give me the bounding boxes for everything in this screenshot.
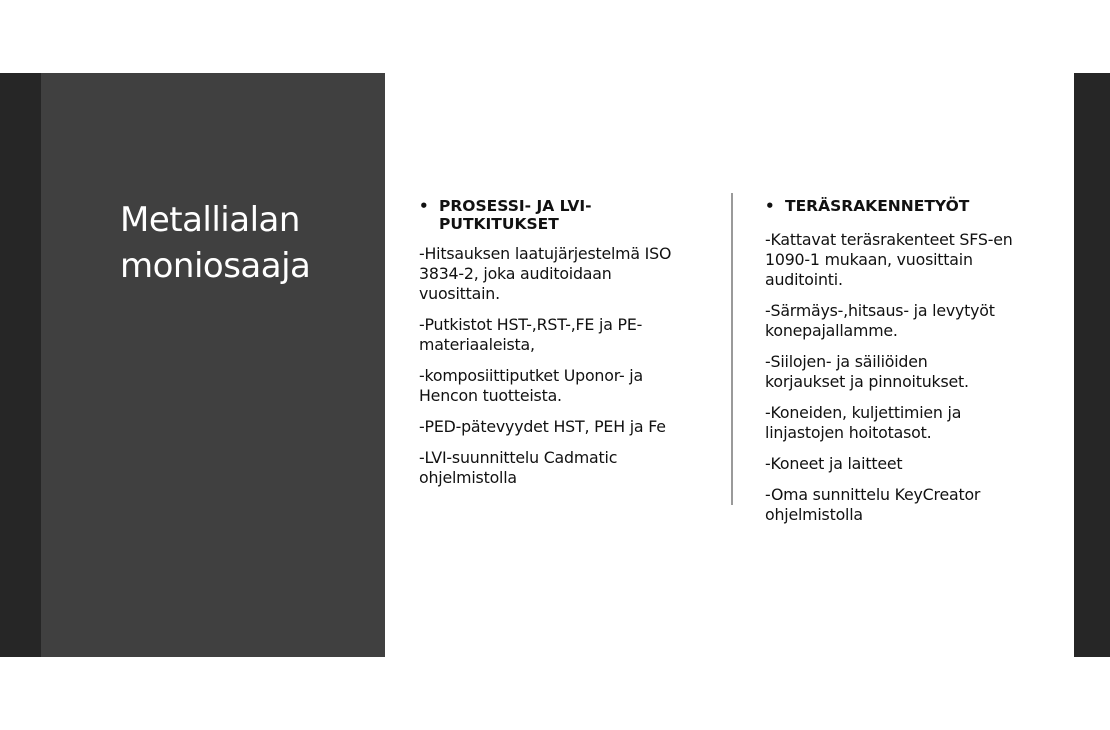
right-heading-text: TERÄSRAKENNETYÖT [785,197,970,215]
bullet-icon: • [419,197,429,215]
right-column [765,197,1065,536]
list-item: -Oma sunnittelu KeyCreator ohjelmistolla [765,485,981,524]
left-column-heading [419,197,719,233]
bullet-icon: • [765,197,775,215]
document-viewer [0,73,1110,657]
presentation-slide [41,73,1074,657]
list-item: -Kattavat teräsrakenteet SFS-en 1090-1 mukaan, vuosittain auditointi. [765,230,1013,289]
list-item: -komposiittiputket Uponor- ja Hencon tuotteista. [419,366,643,405]
list-item: -Koneet ja laitteet [765,454,903,473]
column-divider [731,193,733,505]
right-column-heading [765,197,1065,215]
list-item: -Särmäys-,hitsaus- ja levytyöt konepajallamme. [765,301,995,340]
slide-title: Metallialan moniosaaja [120,200,311,286]
left-column [419,197,719,499]
list-item: -LVI-suunnittelu Cadmatic ohjelmistolla [419,448,618,487]
title-panel [41,73,385,657]
list-item: -Hitsauksen laatujärjestelmä ISO 3834-2, joka auditoidaan vuosittain. [419,244,672,303]
list-item: -Putkistot HST-,RST-,FE ja PE-materiaaleista, [419,315,643,354]
list-item: -Siilojen- ja säiliöiden korjaukset ja pinnoitukset. [765,352,969,391]
left-heading-text: PROSESSI- JA LVI-PUTKITUKSET [439,197,592,233]
list-item: -Koneiden, kuljettimien ja linjastojen hoitotasot. [765,403,962,442]
list-item: -PED-pätevyydet HST, PEH ja Fe [419,417,666,436]
